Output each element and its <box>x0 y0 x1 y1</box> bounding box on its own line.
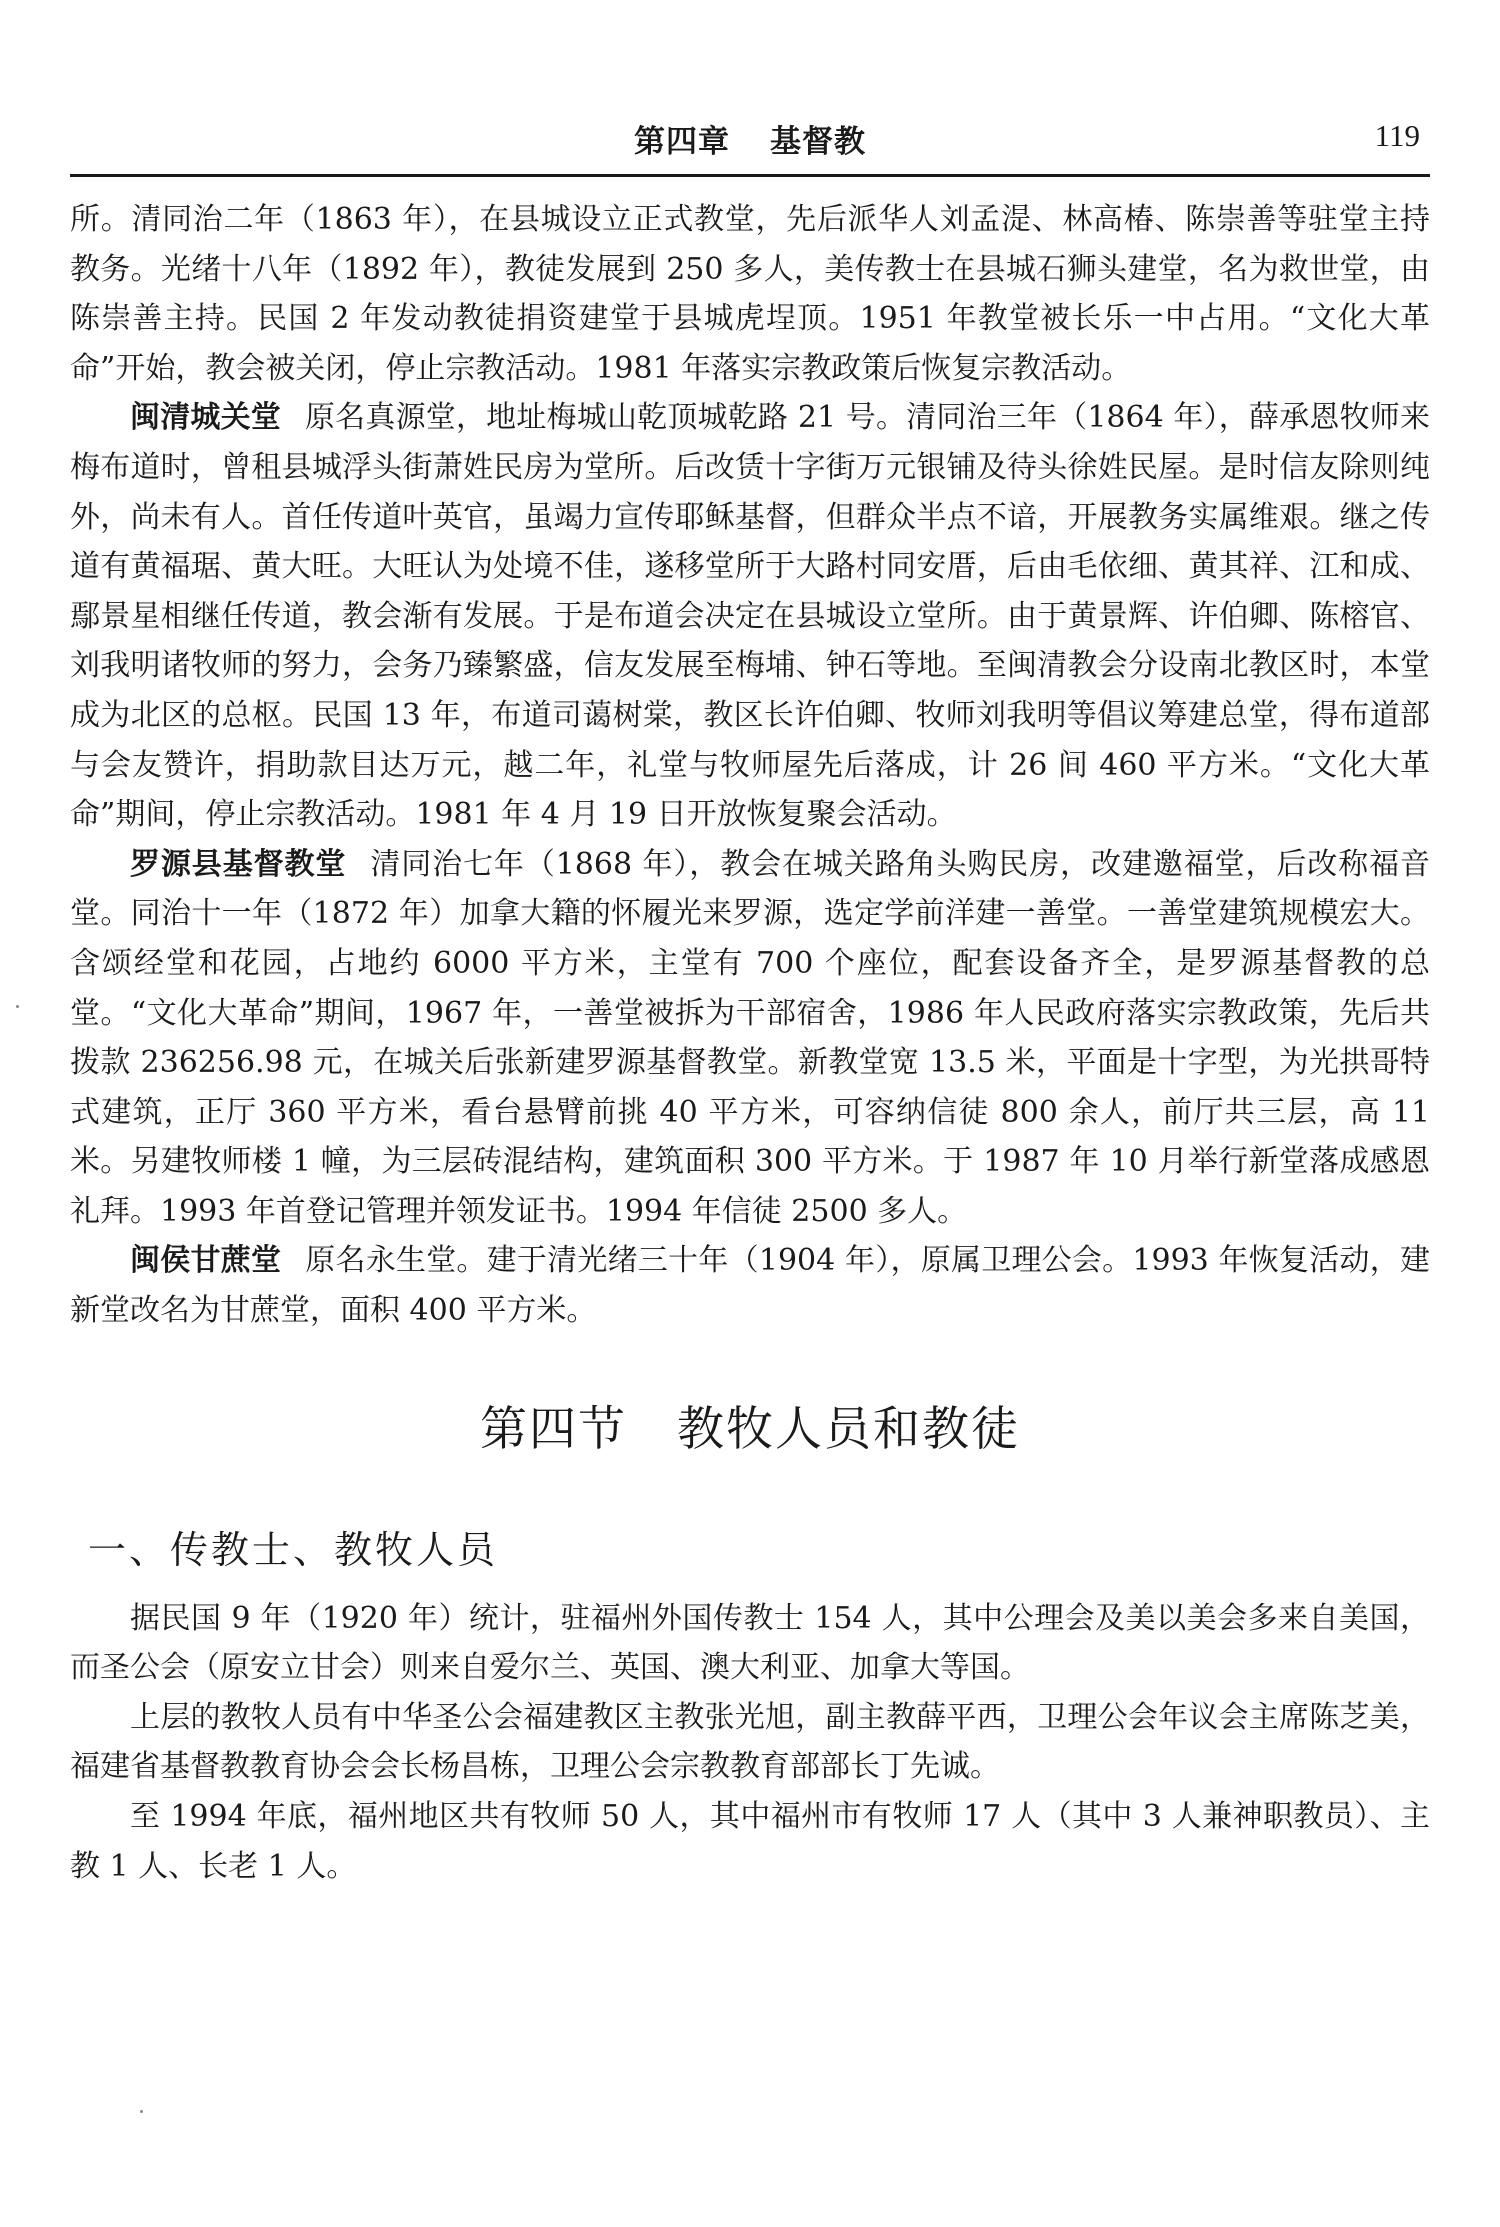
paragraph-lead: 闽清城关堂 <box>130 400 281 436</box>
paragraph-missionaries-count: 据民国 9 年（1920 年）统计，驻福州外国传教士 154 人，其中公理会及美以美会多来自美国，而圣公会（原安立甘会）则来自爱尔兰、英国、澳大利亚、加拿大等国。 <box>70 1600 1430 1686</box>
paragraph-pastors-1994: 至 1994 年底，福州地区共有牧师 50 人，其中福州市有牧师 17 人（其中 3 人兼神职教员）、主教 1 人、长老 1 人。 <box>70 1799 1430 1884</box>
page-number: 119 <box>1374 118 1420 153</box>
paragraph-text: 原名真源堂，地址梅城山乾顶城乾路 21 号。清同治三年（1864 年），薛承恩牧师来梅布道时，曾租县城浮头街萧姓民房为堂所。后改赁十字街万元银铺及待头徐姓民屋。是时信友除则纯外，尚未有人。首任传道叶英官，虽竭力宣传耶稣基督，但群众半点不谙，开展教务实属维艰。继之传道有黄福琚、黄大旺。大旺认为处境不佳，遂移堂所于大路村同安厝，后由毛依细、黄其祥、江和成、鄢景星相继任传道，教会渐有发展。于是布道会决定在县城设立堂所。由于黄景辉、许伯卿、陈榕官、刘我明诸牧师的努力，会务乃臻繁盛，信友发展至梅埔、钟石等地。至闽清教会分设南北教区时，本堂成为北区的总枢。民国 13 年，布道司蔼树棠，教区长许伯卿、牧师刘我明等倡议筹建总堂，得布道部与会友赞许，捐助款目达万元，越二年，礼堂与牧师屋先后落成，计 26 间 460 平方米。“文化大革命”期间，停止宗教活动。1981 年 4 月 19 日开放恢复聚会活动。 <box>70 400 1430 833</box>
paragraph-text: 清同治七年（1868 年），教会在城关路角头购民房，改建邀福堂，后改称福音堂。同治十一年（1872 年）加拿大籍的怀履光来罗源，选定学前洋建一善堂。一善堂建筑规模宏大。含颂经堂和花园，占地约 6000 平方米，主堂有 700 个座位，配套设备齐全，是罗源基督教的总堂。“文化大革命”期间，1967 年，一善堂被拆为干部宿舍，1986 年人民政府落实宗教政策，先后共拨款 236256.98 元，在城关后张新建罗源基督教堂。新教堂宽 13.5 米，平面是十字型，为光拱哥特式建筑，正厅 360 平方米，看台悬臂前挑 40 平方米，可容纳信徒 800 余人，前厅共三层，高 11 米。另建牧师楼 1 幢，为三层砖混结构，建筑面积 300 平方米。于 1987 年 10 月举行新堂落成感恩礼拜。1993 年首登记管理并领发证书。1994 年信徒 2500 多人。 <box>70 846 1431 1229</box>
header-chapter: 第四章 <box>634 124 730 160</box>
scan-speck <box>140 2110 143 2113</box>
section-label: 第四节 <box>480 1401 627 1457</box>
paragraph-minqing-church <box>70 393 1430 839</box>
paragraph-luoyuan-church <box>70 840 1430 1237</box>
subsection-title: 一、传教士、教牧人员 <box>88 1527 499 1572</box>
running-header <box>70 108 1430 177</box>
section-heading: 教牧人员和教徒 <box>677 1401 1020 1457</box>
paragraph-minhou-church <box>70 1236 1430 1335</box>
paragraph-text: 原名永生堂。建于清光绪三十年（1904 年），原属卫理公会。1993 年恢复活动，建新堂改名为甘蔗堂，面积 400 平方米。 <box>70 1243 1430 1329</box>
paragraph-clergy-leaders: 上层的教牧人员有中华圣公会福建教区主教张光旭，副主教薛平西，卫理公会年议会主席陈芝美，福建省基督教教育协会会长杨昌栋，卫理公会宗教教育部部长丁先诚。 <box>70 1699 1430 1785</box>
body-text <box>70 195 1430 1891</box>
paragraph-text: 所。清同治二年（1863 年），在县城设立正式教堂，先后派华人刘孟湜、林高椿、陈崇善等驻堂主持教务。光绪十八年（1892 年），教徒发展到 250 多人，美传教士在县城石狮头建堂，名为救世堂，由陈崇善主持。民国 2 年发动教徒捐资建堂于县城虎埕顶。1951 年教堂被长乐一中占用。“文化大革命”开始，教会被关闭，停止宗教活动。1981 年落实宗教政策后恢复宗教活动。 <box>70 202 1430 386</box>
scan-speck <box>16 1005 19 1008</box>
header-topic: 基督教 <box>770 124 866 160</box>
paragraph-lead: 罗源县基督教堂 <box>130 846 347 882</box>
section-title <box>70 1392 1430 1459</box>
paragraph-lead: 闽侯甘蔗堂 <box>130 1243 282 1279</box>
header-title <box>70 116 1430 161</box>
paragraph-continued <box>70 195 1430 393</box>
